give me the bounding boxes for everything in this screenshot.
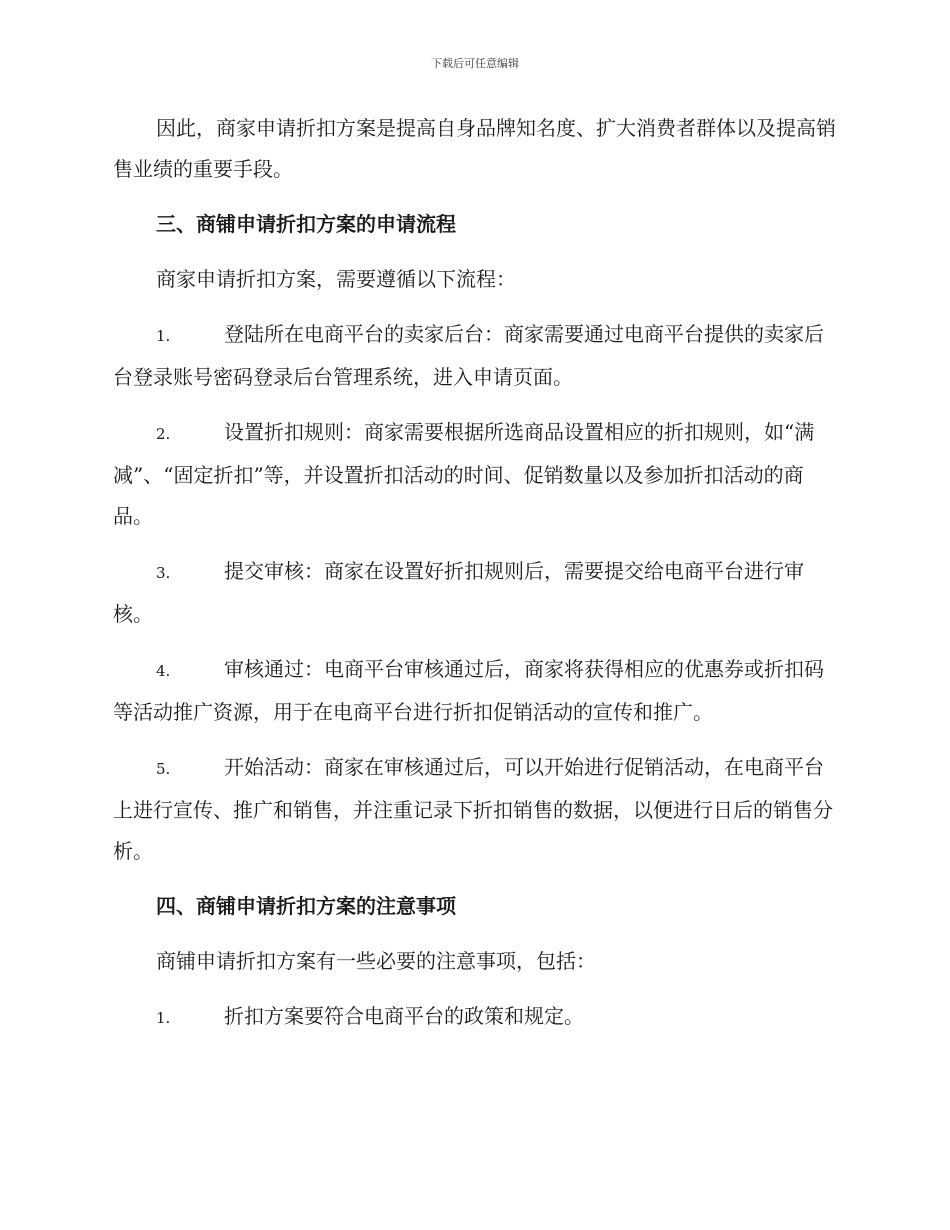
list-item <box>113 649 837 733</box>
list-number: 4. <box>156 662 171 680</box>
section-4-lead: 商铺申请折扣方案有一些必要的注意事项，包括： <box>156 949 596 973</box>
list-number: 1. <box>156 327 171 345</box>
list-item <box>113 747 837 872</box>
list-item <box>113 314 837 398</box>
intro-paragraph: 因此，商家申请折扣方案是提高自身品牌知名度、扩大消费者群体以及提高销售业绩的重要手段。 <box>113 116 836 181</box>
list-text: 折扣方案要符合电商平台的政策和规定。 <box>224 1004 584 1028</box>
list-item <box>113 996 837 1039</box>
list-number: 3. <box>156 564 171 582</box>
document-body <box>113 108 837 1053</box>
list-number: 2. <box>156 425 171 443</box>
section-3-heading: 三、商铺申请折扣方案的申请流程 <box>156 212 456 236</box>
section-4-heading: 四、商铺申请折扣方案的注意事项 <box>156 894 456 918</box>
section-3-lead: 商家申请折扣方案，需要遵循以下流程： <box>156 267 516 291</box>
list-text: 提交审核：商家在设置好折扣规则后，需要提交给电商平台进行审核。 <box>113 559 804 626</box>
list-item <box>113 551 837 635</box>
list-text: 登陆所在电商平台的卖家后台：商家需要通过电商平台提供的卖家后台登录账号密码登录后台管理系统，进入申请页面。 <box>113 322 824 389</box>
list-text: 设置折扣规则：商家需要根据所选商品设置相应的折扣规则，如“满减”、“固定折扣”等，并设置折扣活动的时间、促销数量以及参加折扣活动的商品。 <box>113 420 815 528</box>
list-text: 开始活动：商家在审核通过后，可以开始进行促销活动，在电商平台上进行宣传、推广和销售，并注重记录下折扣销售的数据，以便进行日后的销售分析。 <box>113 755 833 863</box>
list-number: 1. <box>156 1009 171 1027</box>
page-header: 下载后可任意编辑 <box>431 57 519 70</box>
list-number: 5. <box>156 760 171 778</box>
list-item <box>113 412 837 537</box>
list-text: 审核通过：电商平台审核通过后，商家将获得相应的优惠券或折扣码等活动推广资源，用于在电商平台进行折扣促销活动的宣传和推广。 <box>113 657 824 724</box>
